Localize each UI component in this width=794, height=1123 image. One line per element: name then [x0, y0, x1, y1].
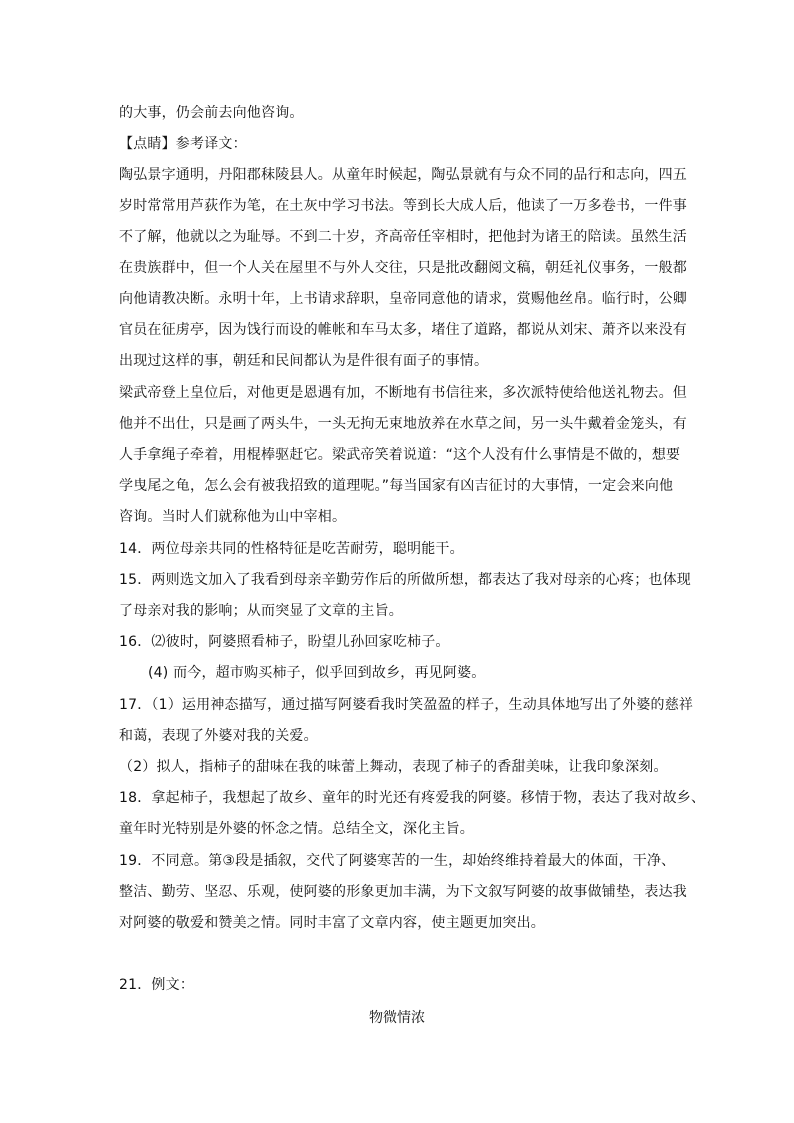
text-line: 出现过这样的事，朝廷和民间都认为是件很有面子的事情。 [119, 353, 489, 369]
answer-15: 15．两则选文加入了我看到母亲辛勤劳作后的所做所想，都表达了我对母亲的心疼；也体现 [119, 572, 692, 588]
text-line: 向他请教决断。永明十年，上书请求辞职，皇帝同意他的请求，赏赐他丝帛。临行时，公卿 [119, 291, 687, 307]
answer-17-part2: （2）拟人，指柿子的甜味在我的味蕾上舞动，表现了柿子的香甜美味，让我印象深刻。 [119, 759, 668, 775]
answer-17-cont: 和蔼，表现了外婆对我的关爱。 [119, 728, 318, 744]
answer-19: 19．不同意。第③段是插叙，交代了阿婆寒苦的一生，却始终维持着最大的体面，干净、 [119, 853, 676, 869]
text-line-heading: 【点睛】参考译文： [119, 136, 247, 152]
text-line: 的大事，仍会前去向他咨询。 [119, 105, 304, 121]
answer-16: 16．⑵彼时，阿婆照看柿子，盼望儿孙回家吃柿子。 [119, 634, 450, 650]
text-line: 咨询。当时人们就称他为山中宰相。 [119, 509, 347, 525]
text-line: 岁时常常用芦荻作为笔，在土灰中学习书法。等到长大成人后，他读了一万多卷书，一件事 [119, 198, 687, 214]
answer-19-cont: 对阿婆的敬爱和赞美之情。同时丰富了文章内容，使主题更加突出。 [119, 915, 545, 931]
answer-16-part4: (4) 而今，超市购买柿子，似乎回到故乡，再见阿婆。 [148, 665, 486, 681]
text-line: 在贵族群中，但一个人关在屋里不与外人交往，只是批改翻阅文稿，朝廷礼仪事务，一般都 [119, 260, 687, 276]
answer-15-cont: 了母亲对我的影响；从而突显了文章的主旨。 [119, 603, 403, 619]
answer-18: 18．拿起柿子，我想起了故乡、童年的时光还有疼爱我的阿婆。移情于物，表达了我对故乡、 [119, 790, 706, 806]
answer-19-cont: 整洁、勤劳、坚忍、乐观，使阿婆的形象更加丰满，为下文叙写阿婆的故事做铺垫，表达我 [119, 884, 687, 900]
answer-21-label: 21．例文： [119, 977, 195, 993]
text-line: 官员在征虏亭，因为饯行而设的帷帐和车马太多，堵住了道路，都说从刘宋、萧齐以来没有 [119, 322, 687, 338]
text-line: 人手拿绳子牵着，用棍棒驱赶它。梁武帝笑着说道：“这个人没有什么事情是不做的，想要 [119, 447, 681, 463]
answer-14: 14．两位母亲共同的性格特征是吃苦耐劳，聪明能干。 [119, 541, 464, 557]
essay-title: 物微情浓 [369, 1010, 425, 1026]
text-line: 不了解，他就以之为耻辱。不到二十岁，齐高帝任宰相时，把他封为诸王的陪读。虽然生活 [119, 229, 687, 245]
answer-18-cont: 童年时光特别是外婆的怀念之情。总结全文，深化主旨。 [119, 821, 474, 837]
text-line: 学曳尾之龟，怎么会有被我招致的道理呢。”每当国家有凶吉征讨的大事情，一定会来向他 [119, 478, 674, 494]
text-line: 他并不出仕，只是画了两头牛，一头无拘无束地放养在水草之间，另一头牛戴着金笼头，有 [119, 416, 687, 432]
text-line: 梁武帝登上皇位后，对他更是恩遇有加，不断地有书信往来，多次派特使给他送礼物去。但 [119, 385, 687, 401]
text-line: 陶弘景字通明，丹阳郡秣陵县人。从童年时候起，陶弘景就有与众不同的品行和志向，四五 [119, 167, 687, 183]
answer-17: 17．（1）运用神态描写，通过描写阿婆看我时笑盈盈的样子，生动具体地写出了外婆的慈祥 [119, 697, 694, 713]
